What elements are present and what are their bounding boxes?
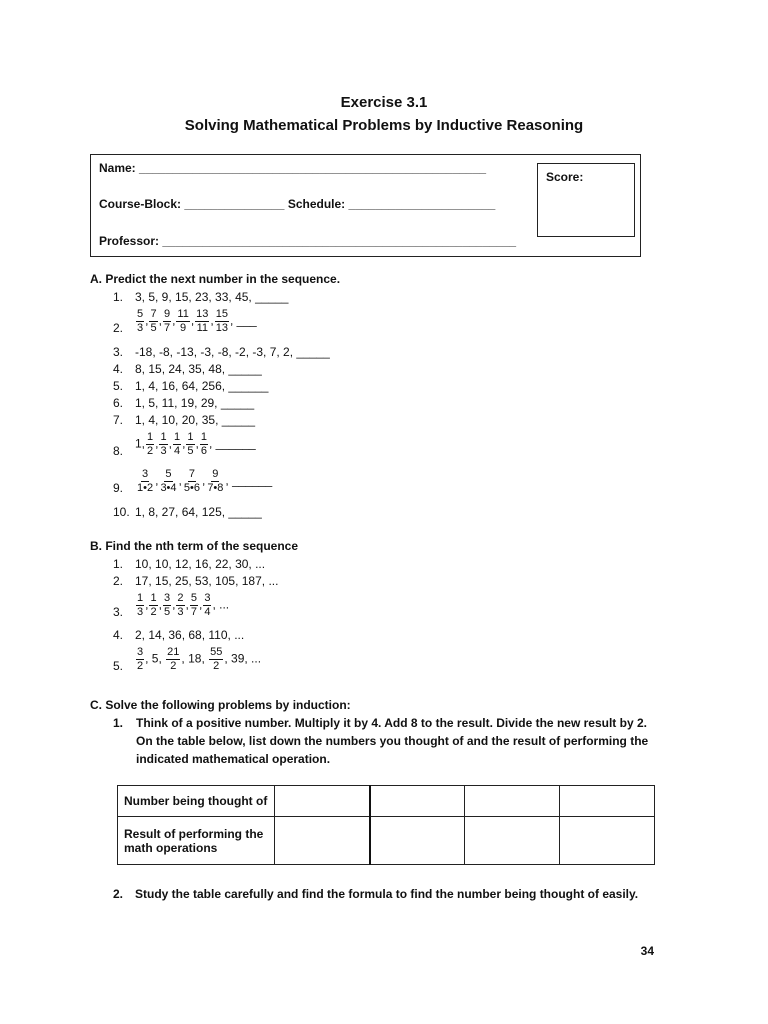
section-c-item-2: 2. Study the table carefully and find the formula to find the number being thought of easily.	[113, 887, 639, 901]
student-info-box	[90, 154, 641, 257]
table-cell[interactable]	[465, 786, 560, 817]
row-label-result: Result of performing the math operations	[118, 817, 275, 865]
course-block-field[interactable]: _______________	[184, 197, 285, 211]
name-field[interactable]: ____________________________________________________	[139, 161, 487, 175]
section-b-item-2: 2. 17, 15, 25, 53, 105, 187, ...	[113, 574, 279, 588]
section-a-item-4: 4. 8, 15, 24, 35, 48, _____	[113, 362, 262, 376]
number-results-table	[117, 785, 655, 865]
section-b-item-3: 3. $\frac{1}{3}$ , $\frac{1}{2}$ , $\frac{3}{5}$ , $\frac{2}{3}$ , $\frac{5}{7}$ , $\frac{3}{4}$ , ...	[113, 592, 230, 619]
table-cell[interactable]	[370, 817, 465, 865]
professor-field[interactable]: _____________________________________________________	[162, 234, 517, 248]
schedule-label: Schedule:	[287, 197, 346, 211]
section-a-item-7: 7. 1, 4, 10, 20, 35, _____	[113, 413, 256, 427]
section-c-item-1-text: Think of a positive number. Multiply it by 4. Add 8 to the result. Divide the new result by 2. On the table below, list down the numbers you thought of and the result of performing the indicated mathematical operation.	[136, 716, 649, 766]
section-a-item-5: 5. 1, 4, 16, 64, 256, ______	[113, 379, 269, 393]
section-a-item-8: 8. 1, $\frac{1}{2}$ , $\frac{1}{3}$ , $\frac{1}{4}$ , $\frac{1}{5}$ , $\frac{1}{6}$ , ______	[113, 431, 256, 458]
table-cell[interactable]	[274, 786, 369, 817]
section-a-item-3: 3. -18, -8, -13, -3, -8, -2, -3, 7, 2, _____	[113, 345, 330, 359]
table-cell[interactable]	[274, 817, 369, 865]
table-row	[118, 786, 655, 817]
table-row	[118, 817, 655, 865]
table-cell[interactable]	[560, 817, 655, 865]
page-title: Solving Mathematical Problems by Inductive Reasoning	[184, 117, 584, 134]
name-row	[99, 161, 486, 175]
table-cell[interactable]	[465, 817, 560, 865]
course-row	[99, 197, 495, 211]
section-b-item-5: 5. $\frac{3}{2}$ , 5, $\frac{21}{2}$ , 18, $\frac{55}{2}$ , 39, ...	[113, 646, 262, 673]
section-a-item-6: 6. 1, 5, 11, 19, 29, _____	[113, 396, 255, 410]
course-block-label: Course-Block:	[99, 197, 182, 211]
section-c-item-1-number: 1.	[113, 716, 124, 730]
section-c-heading: C. Solve the following problems by induction:	[90, 698, 351, 712]
section-a-item-2: 2. $\frac{5}{3}$ , $\frac{7}{5}$ , $\frac{9}{7}$ , $\frac{11}{9}$ , $\frac{13}{11}$ , $\frac{15}{13}$ , ___	[113, 308, 257, 335]
page-number: 34	[640, 944, 654, 958]
name-label: Name:	[99, 161, 136, 175]
section-b-heading: B. Find the nth term of the sequence	[90, 539, 299, 553]
table-cell[interactable]	[560, 786, 655, 817]
section-a-item-10: 10. 1, 8, 27, 64, 125, _____	[113, 505, 262, 519]
professor-label: Professor:	[99, 234, 160, 248]
section-a-item-1: 1. 3, 5, 9, 15, 23, 33, 45, _____	[113, 290, 289, 304]
section-a-item-9: 9. $\frac{3}{1•2}$ , $\frac{5}{3•4}$ , $\frac{7}{5•6}$ , $\frac{9}{7•8}$ , ______	[113, 468, 273, 495]
section-b-item-4: 4. 2, 14, 36, 68, 110, ...	[113, 628, 245, 642]
section-b-item-1: 1. 10, 10, 12, 16, 22, 30, ...	[113, 557, 266, 571]
exercise-number: Exercise 3.1	[340, 94, 428, 111]
section-a-heading: A. Predict the next number in the sequence.	[90, 272, 341, 286]
score-box[interactable]	[537, 163, 635, 237]
score-label: Score:	[546, 170, 584, 184]
professor-row	[99, 234, 516, 248]
schedule-field[interactable]: ______________________	[348, 197, 496, 211]
row-label-number: Number being thought of	[118, 786, 275, 817]
table-cell[interactable]	[370, 786, 465, 817]
